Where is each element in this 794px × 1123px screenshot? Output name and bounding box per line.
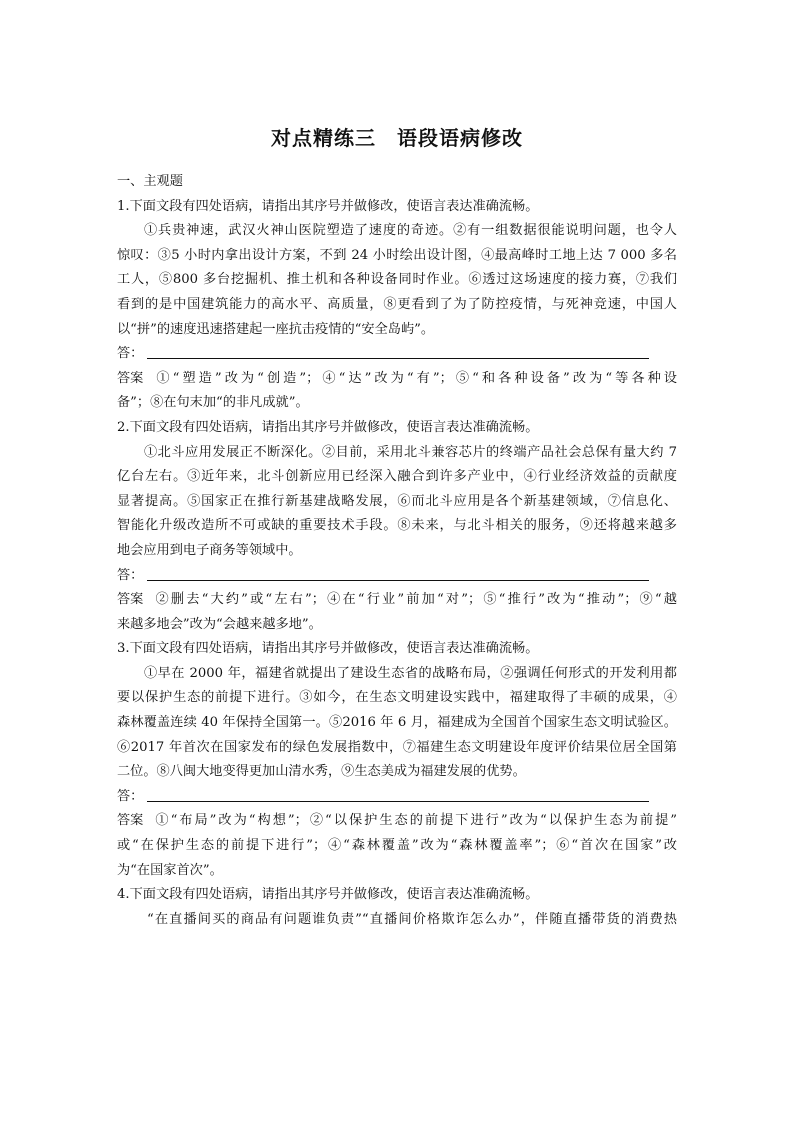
q2-answer-blank <box>117 564 677 589</box>
q4-prompt: 4.下面文段有四处语病，请指出其序号并做修改，使语言表达准确流畅。 <box>117 887 539 903</box>
q1-passage-line: 惊叹：③5 小时内拿出设计方案，不到 24 小时绘出设计图，④最高峰时工地上达 7 000 多名 <box>117 247 677 263</box>
q3-answer-text: ①“布局”改为“构想”；②“以保护生态的前提下进行”改为“以保护生态为前提” <box>153 813 677 829</box>
q3-passage-line: ①早在 2000 年，福建省就提出了建设生态省的战略布局，②强调任何形式的开发利用都 <box>144 665 677 681</box>
q3-passage-line: 二位。⑧八闽大地变得更加山清水秀，⑨生态美成为福建发展的优势。 <box>117 764 526 780</box>
q3-answer-line <box>117 809 677 834</box>
answer-tag: 答案 <box>117 592 144 608</box>
answer-label: 答： <box>117 567 144 583</box>
answer-label: 答： <box>117 788 144 804</box>
answer-tag: 答案 <box>117 813 144 829</box>
q1-passage-line: ①兵贵神速，武汉火神山医院塑造了速度的奇迹。②有一组数据很能说明问题，也令人 <box>144 223 677 239</box>
q3-answer-line: 或“在保护生态的前提下进行”；④“森林覆盖”改为“森林覆盖率”；⑥“首次在国家”改 <box>117 838 677 854</box>
q3-answer-line: 为“在国家首次”。 <box>117 862 223 878</box>
page-title: 对点精练三 语段语病修改 <box>271 126 523 150</box>
section-heading: 一、主观题 <box>117 174 183 189</box>
q3-prompt: 3.下面文段有四处语病，请指出其序号并做修改，使语言表达准确流畅。 <box>117 641 539 657</box>
q1-passage-line: 以“拼”的速度迅速搭建起一座抗击疫情的“安全岛屿”。 <box>117 321 435 337</box>
q3-answer-blank <box>117 785 677 810</box>
answer-tag: 答案 <box>117 370 144 386</box>
q1-prompt: 1.下面文段有四处语病，请指出其序号并做修改，使语言表达准确流畅。 <box>117 198 539 214</box>
q3-passage-line: 要以保护生态的前提下进行。③如今，在生态文明建设实践中，福建取得了丰硕的成果，④ <box>117 690 677 706</box>
q1-passage-line: 看到的是中国建筑能力的高水平、高质量，⑧更看到了为了防控疫情，与死神竞速，中国人 <box>117 296 677 312</box>
q2-passage-line: 显著提高。⑤国家正在推行新基建战略发展，⑥而北斗应用是各个新基建领域，⑦信息化、 <box>117 493 677 509</box>
answer-blank-line <box>147 787 649 802</box>
q2-passage-line: 亿台左右。③近年来，北斗创新应用已经深入融合到许多产业中，④行业经济效益的贡献度 <box>117 469 677 485</box>
q2-prompt: 2.下面文段有四处语病，请指出其序号并做修改，使语言表达准确流畅。 <box>117 419 539 435</box>
q1-answer-text: ①“塑造”改为“创造”；④“达”改为“有”；⑤“和各种设备”改为“等各种设 <box>153 370 677 386</box>
document-body <box>117 170 677 932</box>
q1-answer-blank <box>117 342 677 367</box>
q1-passage-line: 工人，⑤800 多台挖掘机、推土机和各种设备同时作业。⑥透过这场速度的接力赛，⑦我们 <box>117 272 677 288</box>
q3-passage-line: ⑥2017 年首次在国家发布的绿色发展指数中，⑦福建生态文明建设年度评价结果位居全国第 <box>117 739 677 755</box>
q2-passage-line: 智能化升级改造所不可或缺的重要技术手段。⑧未来，与北斗相关的服务，⑨还将越来越多 <box>117 518 677 534</box>
q2-passage-line: 地会应用到电子商务等领域中。 <box>117 542 302 558</box>
q1-answer-line <box>117 367 677 392</box>
q4-passage-line: “在直播间买的商品有问题谁负责”“直播间价格欺诈怎么办”，伴随直播带货的消费热 <box>147 911 677 927</box>
q1-answer-line: 备”；⑧在句末加“的非凡成就”。 <box>117 395 309 411</box>
q3-passage-line: 森林覆盖连续 40 年保持全国第一。⑤2016 年 6 月，福建成为全国首个国家生态文明试验区。 <box>117 715 677 731</box>
answer-label: 答： <box>117 346 144 362</box>
answer-blank-line <box>147 566 649 581</box>
q2-answer-text: ②删去“大约”或“左右”；④在“行业”前加“对”；⑤“推行”改为“推动”；⑨“越 <box>153 592 677 608</box>
q2-answer-line: 来越多地会”改为“会越来越多地”。 <box>117 616 322 632</box>
q2-answer-line <box>117 588 677 613</box>
answer-blank-line <box>147 344 649 359</box>
q2-passage-line: ①北斗应用发展正不断深化。②目前，采用北斗兼容芯片的终端产品社会总保有量大约 7 <box>144 444 677 460</box>
